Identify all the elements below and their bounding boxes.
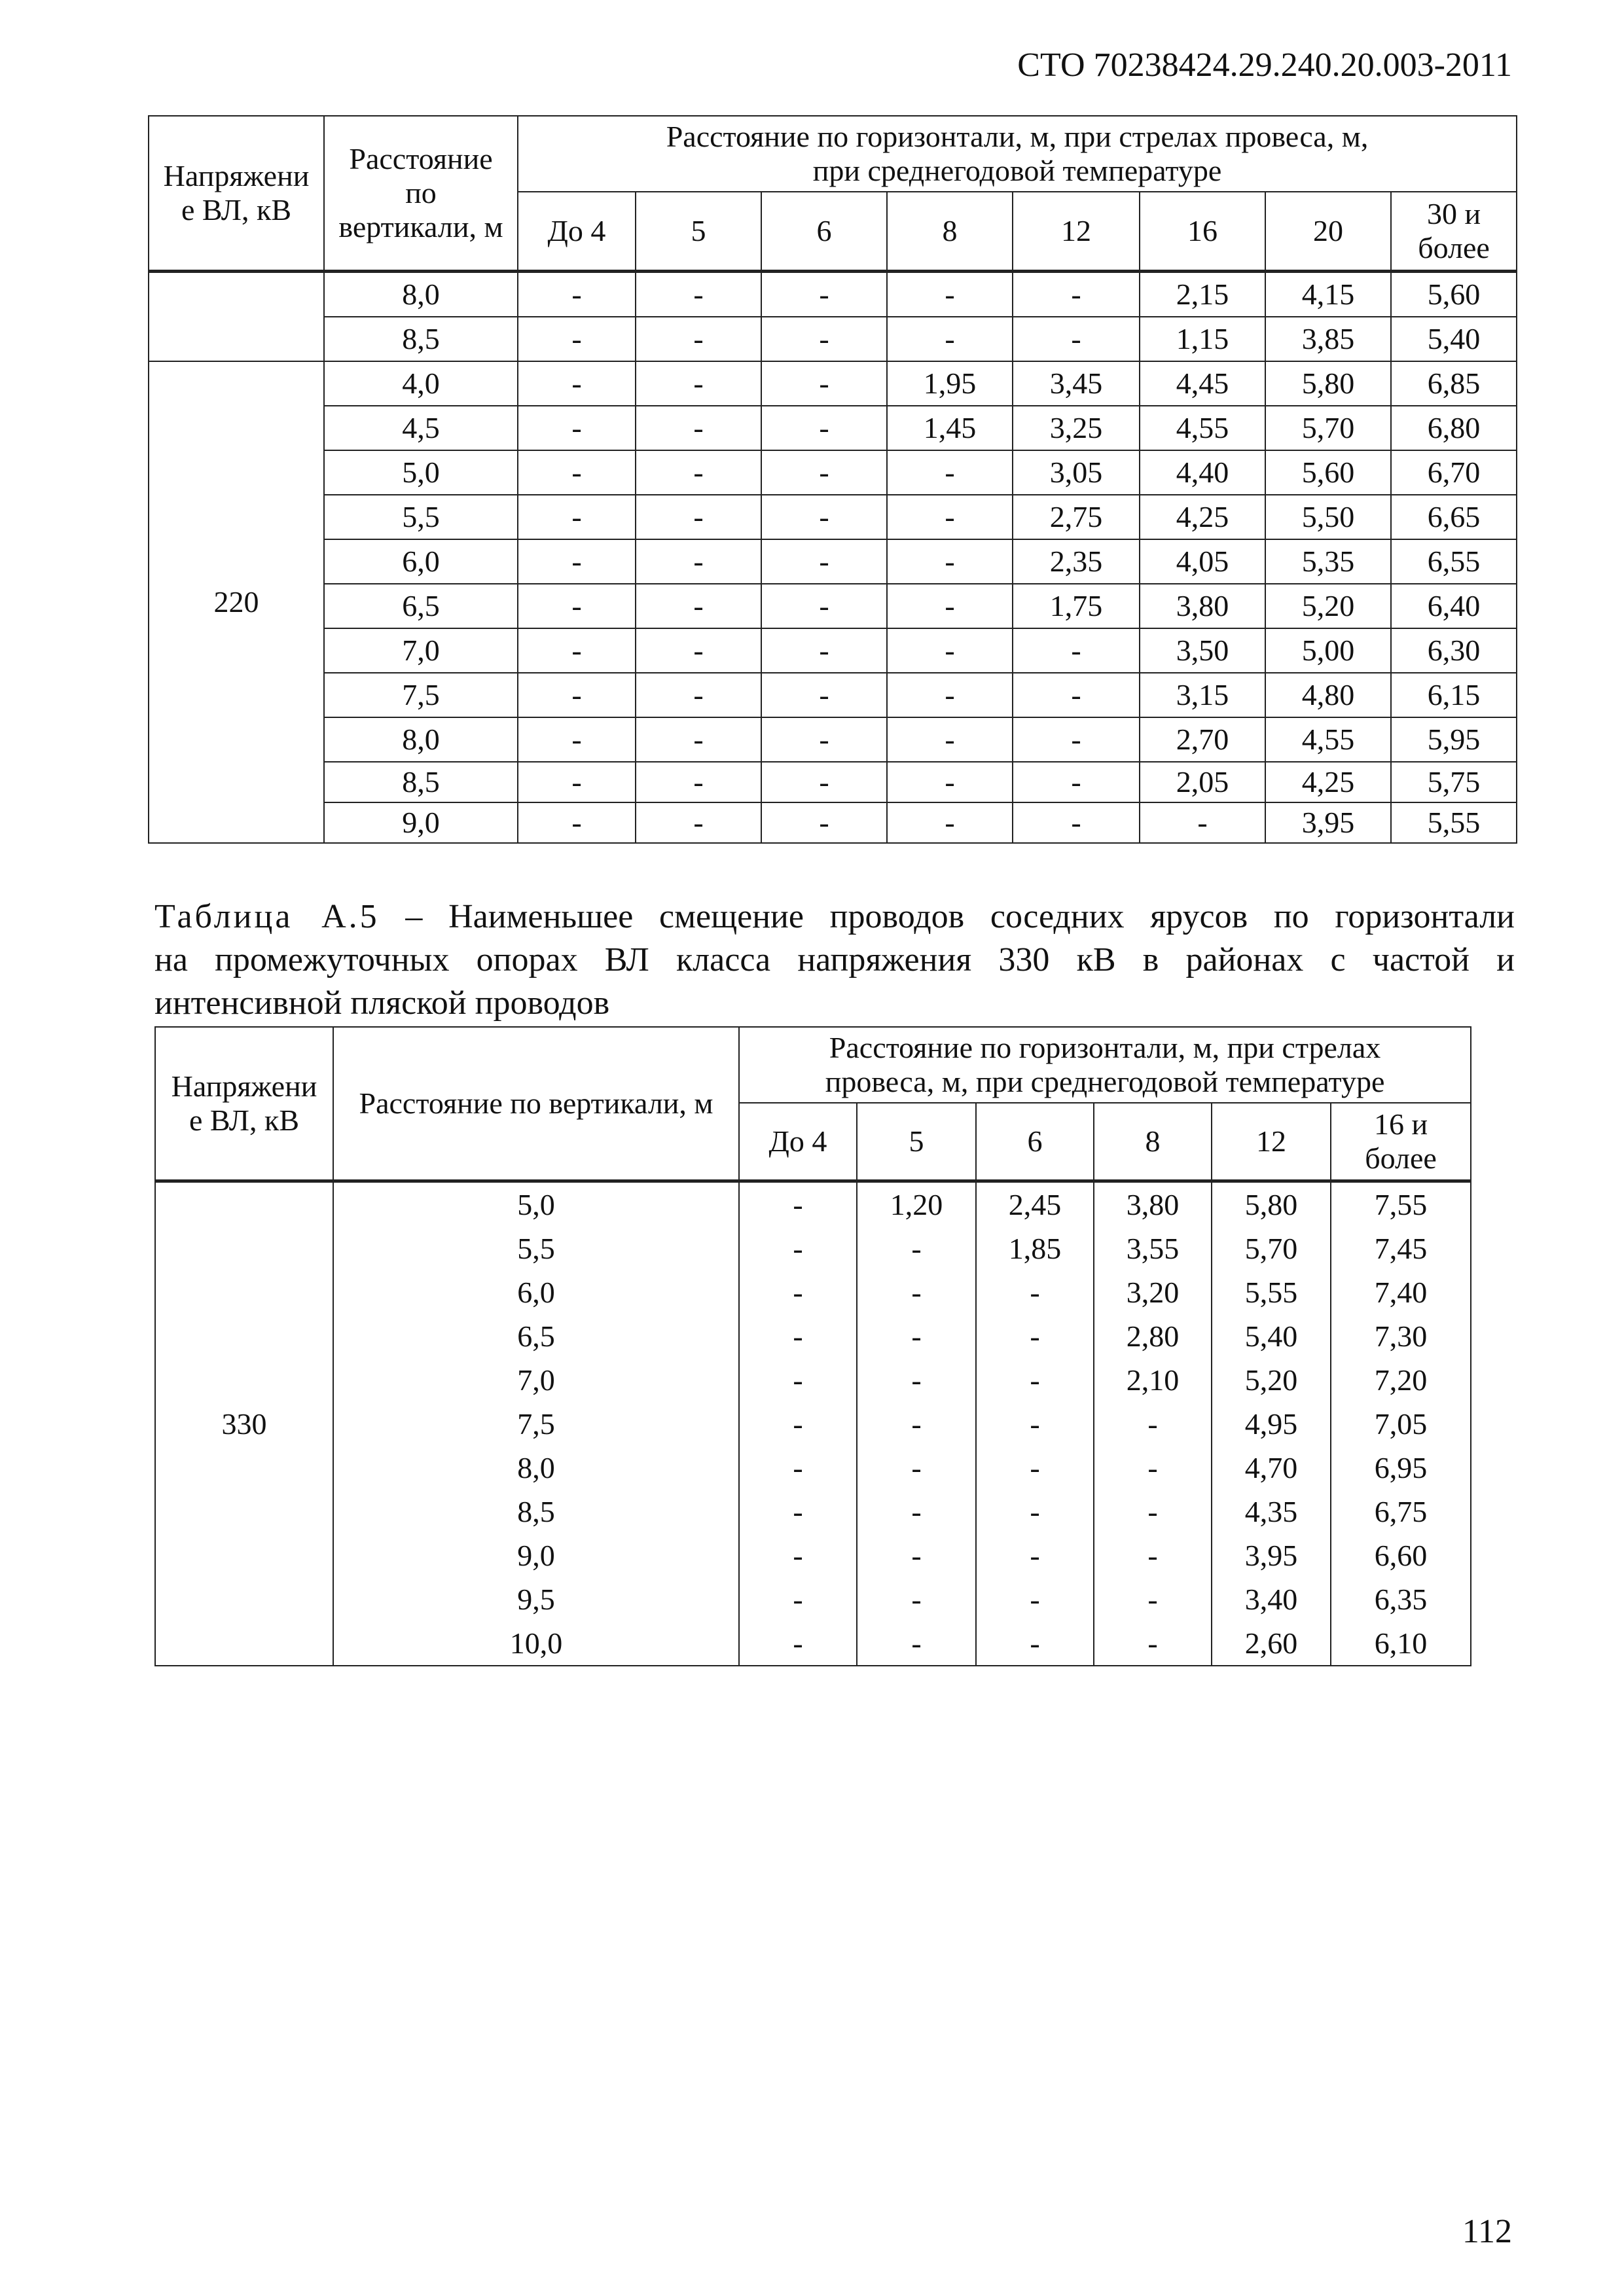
horizontal-distance-cell: 6,30 [1391,628,1517,673]
horizontal-distance-cell: 4,40 [1140,450,1265,495]
horizontal-distance-cell: 2,35 [1013,539,1140,584]
horizontal-distance-cell: - [887,539,1013,584]
horizontal-distance-cell: 4,55 [1140,406,1265,450]
sag-column-header: 30 и более [1391,192,1517,272]
table-row [149,802,1517,843]
horizontal-distance-cell: 7,45 [1331,1227,1471,1270]
horizontal-distance-cell: - [761,406,887,450]
horizontal-distance-cell: - [739,1314,857,1358]
horizontal-distance-cell: 2,80 [1094,1314,1212,1358]
table-row [149,673,1517,717]
horizontal-distance-cell: 4,25 [1140,495,1265,539]
vertical-distance-cell: 8,0 [333,1446,739,1490]
horizontal-distance-cell: - [518,272,636,317]
horizontal-distance-cell: 5,80 [1212,1181,1331,1227]
vertical-distance-cell: 7,5 [324,673,518,717]
horizontal-distance-cell: - [739,1490,857,1534]
horizontal-distance-cell: - [739,1446,857,1490]
horizontal-distance-cell: 3,20 [1094,1270,1212,1314]
horizontal-distance-cell: 5,60 [1391,272,1517,317]
horizontal-distance-cell: - [518,361,636,406]
horizontal-distance-cell: 1,15 [1140,317,1265,361]
horizontal-distance-cell: - [761,495,887,539]
horizontal-distance-cell: - [518,317,636,361]
horizontal-distance-cell: - [1013,317,1140,361]
horizontal-distance-cell: 3,40 [1212,1577,1331,1621]
sag-column-header: 16 и более [1331,1103,1471,1181]
horizontal-distance-cell: 3,25 [1013,406,1140,450]
horizontal-distance-cell: 2,70 [1140,717,1265,762]
horizontal-distance-cell: 2,45 [976,1181,1094,1227]
table-row [149,539,1517,584]
vertical-distance-cell: 9,0 [333,1534,739,1577]
horizontal-distance-cell: 4,95 [1212,1402,1331,1446]
horizontal-distance-cell: - [636,584,761,628]
sag-column-header: 16 [1140,192,1265,272]
horizontal-distance-cell: - [761,717,887,762]
horizontal-distance-cell: 7,20 [1331,1358,1471,1402]
horizontal-distance-cell: - [761,317,887,361]
horizontal-distance-cell: - [976,1270,1094,1314]
horizontal-distance-cell: 6,80 [1391,406,1517,450]
horizontal-distance-cell: - [976,1621,1094,1666]
table-row [155,1270,1471,1314]
sag-column-header: 8 [1094,1103,1212,1181]
horizontal-distance-cell: 1,75 [1013,584,1140,628]
horizontal-distance-cell: - [976,1577,1094,1621]
horizontal-distance-cell: 6,15 [1391,673,1517,717]
table-row [149,495,1517,539]
horizontal-distance-cell: - [739,1358,857,1402]
horizontal-distance-cell: - [518,450,636,495]
horizontal-distance-cell: - [518,495,636,539]
horizontal-distance-cell: - [857,1402,976,1446]
horizontal-distance-cell: 7,40 [1331,1270,1471,1314]
horizontal-distance-cell: - [739,1621,857,1666]
horizontal-distance-cell: 7,55 [1331,1181,1471,1227]
vertical-distance-cell: 4,5 [324,406,518,450]
table-row [149,317,1517,361]
horizontal-distance-cell: - [1094,1534,1212,1577]
sag-column-header: До 4 [518,192,636,272]
horizontal-distance-cell: 5,40 [1212,1314,1331,1358]
horizontal-distance-cell: 3,80 [1140,584,1265,628]
vertical-distance-header: Расстояние по вертикали, м [333,1027,739,1181]
horizontal-distance-cell: 4,15 [1265,272,1391,317]
horizontal-distance-cell: 3,95 [1212,1534,1331,1577]
horizontal-distance-cell: - [976,1358,1094,1402]
caption-line-1: – Наименьшее смещение проводов соседних ярусов по горизонтали [379,898,1515,935]
horizontal-distance-cell: - [739,1534,857,1577]
horizontal-distance-cell: 3,45 [1013,361,1140,406]
table-row [149,628,1517,673]
horizontal-distance-cell: - [1013,762,1140,802]
horizontal-distance-cell: 4,80 [1265,673,1391,717]
horizontal-distance-cell: 4,35 [1212,1490,1331,1534]
horizontal-distance-cell: - [518,802,636,843]
horizontal-distance-cell: - [761,802,887,843]
voltage-cell: 330 [155,1181,333,1666]
caption-line-2: на промежуточных опорах ВЛ класса напряжения 330 кВ в районах с частой и [154,941,1515,978]
horizontal-distance-cell: - [976,1490,1094,1534]
horizontal-distance-cell: 5,80 [1265,361,1391,406]
horizontal-distance-cell: - [857,1621,976,1666]
horizontal-distance-cell: - [976,1534,1094,1577]
horizontal-distance-cell: - [739,1270,857,1314]
horizontal-distance-cell: - [1013,272,1140,317]
horizontal-distance-cell: - [761,450,887,495]
horizontal-distance-cell: 5,60 [1265,450,1391,495]
horizontal-distance-cell: 4,55 [1265,717,1391,762]
horizontal-distance-cell: - [636,628,761,673]
horizontal-distance-cell: - [518,584,636,628]
horizontal-distance-cell: 2,60 [1212,1621,1331,1666]
horizontal-distance-cell: - [857,1227,976,1270]
sag-column-header: 12 [1212,1103,1331,1181]
horizontal-distance-cell: 1,20 [857,1181,976,1227]
horizontal-distance-cell: - [739,1402,857,1446]
horizontal-distance-cell: - [887,450,1013,495]
horizontal-distance-cell: - [1013,717,1140,762]
horizontal-distance-cell: - [1094,1490,1212,1534]
vertical-distance-cell: 9,5 [333,1577,739,1621]
table-row [155,1577,1471,1621]
horizontal-distance-cell: - [761,673,887,717]
horizontal-distance-cell: - [518,762,636,802]
horizontal-distance-cell: 5,20 [1212,1358,1331,1402]
horizontal-distance-cell: 4,45 [1140,361,1265,406]
horizontal-distance-cell: - [636,361,761,406]
horizontal-distance-cell: 7,30 [1331,1314,1471,1358]
horizontal-distance-cell: 5,70 [1265,406,1391,450]
horizontal-distance-cell: 2,15 [1140,272,1265,317]
horizontal-distance-cell: - [887,628,1013,673]
sag-column-header: 6 [761,192,887,272]
table-row [155,1181,1471,1227]
table-row [149,361,1517,406]
table-row [155,1358,1471,1402]
table-row [155,1621,1471,1666]
vertical-distance-cell: 5,5 [333,1227,739,1270]
horizontal-distance-cell: - [636,539,761,584]
vertical-distance-header: Расстояние по вертикали, м [324,116,518,272]
horizontal-distance-cell: 1,85 [976,1227,1094,1270]
horizontal-distance-cell: - [761,584,887,628]
horizontal-distance-cell: - [636,317,761,361]
horizontal-distance-cell: - [761,361,887,406]
horizontal-distance-cell: - [857,1358,976,1402]
horizontal-distance-cell: 5,40 [1391,317,1517,361]
horizontal-distance-cell: - [739,1577,857,1621]
vertical-distance-cell: 6,5 [324,584,518,628]
table-row [149,406,1517,450]
horizontal-distance-cell: - [857,1446,976,1490]
voltage-header: Напряжени е ВЛ, кВ [149,116,324,272]
horizontal-distance-cell: - [887,762,1013,802]
horizontal-distance-cell: 6,10 [1331,1621,1471,1666]
horizontal-distance-cell: - [1094,1577,1212,1621]
horizontal-distance-cell: 4,05 [1140,539,1265,584]
horizontal-distance-cell: 6,70 [1391,450,1517,495]
horizontal-distance-cell: - [518,539,636,584]
table-row [149,272,1517,317]
vertical-distance-cell: 8,0 [324,272,518,317]
horizontal-distance-cell: - [1094,1402,1212,1446]
horizontal-distance-cell: - [518,717,636,762]
table-row [149,762,1517,802]
table-row [155,1402,1471,1446]
vertical-distance-cell: 7,0 [333,1358,739,1402]
table-row [155,1446,1471,1490]
horizontal-distance-cell: - [887,802,1013,843]
vertical-distance-cell: 4,0 [324,361,518,406]
horizontal-distance-cell: - [887,717,1013,762]
sag-column-header: 8 [887,192,1013,272]
horizontal-distance-cell: - [976,1402,1094,1446]
horizontal-distance-cell: 5,35 [1265,539,1391,584]
horizontal-distance-cell: 1,95 [887,361,1013,406]
horizontal-distance-cell: 5,00 [1265,628,1391,673]
horizontal-distance-cell: 6,65 [1391,495,1517,539]
horizontal-distance-cell: 3,85 [1265,317,1391,361]
horizontal-distance-cell: - [887,495,1013,539]
horizontal-distance-cell: 6,60 [1331,1534,1471,1577]
horizontal-distance-cell: 1,45 [887,406,1013,450]
horizontal-distance-cell: 5,95 [1391,717,1517,762]
horizontal-distance-cell: - [761,762,887,802]
vertical-distance-cell: 7,5 [333,1402,739,1446]
vertical-distance-cell: 8,5 [333,1490,739,1534]
voltage-header: Напряжени е ВЛ, кВ [155,1027,333,1181]
table-row [155,1314,1471,1358]
horizontal-distance-cell: 5,75 [1391,762,1517,802]
horizontal-distance-cell: 6,85 [1391,361,1517,406]
horizontal-distance-cell: 6,35 [1331,1577,1471,1621]
horizontal-distance-cell: - [636,406,761,450]
horizontal-distance-cell: 5,55 [1391,802,1517,843]
sag-column-header: 20 [1265,192,1391,272]
sag-column-header: 5 [857,1103,976,1181]
horizontal-distance-cell: - [887,584,1013,628]
horizontal-distance-cell: - [1094,1621,1212,1666]
horizontal-distance-cell: - [1140,802,1265,843]
horizontal-distance-cell: - [636,717,761,762]
vertical-distance-cell: 8,5 [324,317,518,361]
horizontal-distance-cell: - [857,1314,976,1358]
horizontal-distance-cell: - [636,673,761,717]
caption-line-3: интенсивной пляской проводов [154,984,610,1022]
table-row [149,717,1517,762]
table-row [155,1490,1471,1534]
table-a5-caption [154,895,1515,1025]
horizontal-distance-group-header: Расстояние по горизонтали, м, при стрелах провеса, м, при среднегодовой температуре [518,116,1517,192]
document-code: СТО 70238424.29.240.20.003-2011 [1017,46,1512,84]
horizontal-distance-cell: 7,05 [1331,1402,1471,1446]
horizontal-distance-group-header: Расстояние по горизонтали, м, при стрелах провеса, м, при среднегодовой температуре [739,1027,1471,1103]
vertical-distance-cell: 8,5 [324,762,518,802]
vertical-distance-cell: 6,5 [333,1314,739,1358]
vertical-distance-cell: 6,0 [324,539,518,584]
horizontal-distance-cell: - [636,450,761,495]
horizontal-distance-cell: - [857,1490,976,1534]
table-row [155,1534,1471,1577]
horizontal-distance-cell: 3,95 [1265,802,1391,843]
horizontal-distance-cell: - [636,272,761,317]
horizontal-distance-cell: 5,20 [1265,584,1391,628]
vertical-distance-cell: 9,0 [324,802,518,843]
horizontal-distance-cell: 2,10 [1094,1358,1212,1402]
horizontal-distance-cell: 3,50 [1140,628,1265,673]
table-a5-label: Таблица А.5 [154,898,380,935]
horizontal-distance-cell: 4,70 [1212,1446,1331,1490]
voltage-cell-continued [149,272,324,362]
horizontal-distance-cell: 3,05 [1013,450,1140,495]
sag-column-header: 6 [976,1103,1094,1181]
horizontal-distance-cell: 6,55 [1391,539,1517,584]
sag-column-header: 12 [1013,192,1140,272]
table-a4-continued [148,115,1517,844]
horizontal-distance-cell: 6,75 [1331,1490,1471,1534]
table-row [155,1227,1471,1270]
vertical-distance-cell: 5,0 [333,1181,739,1227]
horizontal-distance-cell: - [887,673,1013,717]
table-a5 [154,1026,1471,1666]
horizontal-distance-cell: 6,40 [1391,584,1517,628]
vertical-distance-cell: 10,0 [333,1621,739,1666]
sag-column-header: 5 [636,192,761,272]
horizontal-distance-cell: 3,80 [1094,1181,1212,1227]
sag-column-header: До 4 [739,1103,857,1181]
vertical-distance-cell: 5,0 [324,450,518,495]
vertical-distance-cell: 7,0 [324,628,518,673]
horizontal-distance-cell: - [887,317,1013,361]
horizontal-distance-cell: 2,75 [1013,495,1140,539]
horizontal-distance-cell: - [1013,628,1140,673]
horizontal-distance-cell: - [761,539,887,584]
horizontal-distance-cell: - [1013,802,1140,843]
horizontal-distance-cell: 3,15 [1140,673,1265,717]
horizontal-distance-cell: - [636,802,761,843]
vertical-distance-cell: 5,5 [324,495,518,539]
horizontal-distance-cell: - [761,628,887,673]
horizontal-distance-cell: 6,95 [1331,1446,1471,1490]
horizontal-distance-cell: - [887,272,1013,317]
horizontal-distance-cell: - [857,1577,976,1621]
vertical-distance-cell: 8,0 [324,717,518,762]
horizontal-distance-cell: 4,25 [1265,762,1391,802]
horizontal-distance-cell: 5,55 [1212,1270,1331,1314]
table-row [149,450,1517,495]
horizontal-distance-cell: - [976,1314,1094,1358]
horizontal-distance-cell: - [636,762,761,802]
vertical-distance-cell: 6,0 [333,1270,739,1314]
voltage-cell: 220 [149,361,324,843]
horizontal-distance-cell: - [761,272,887,317]
horizontal-distance-cell: - [976,1446,1094,1490]
horizontal-distance-cell: - [518,673,636,717]
horizontal-distance-cell: - [518,406,636,450]
horizontal-distance-cell: 3,55 [1094,1227,1212,1270]
horizontal-distance-cell: - [636,495,761,539]
horizontal-distance-cell: 5,70 [1212,1227,1331,1270]
horizontal-distance-cell: 2,05 [1140,762,1265,802]
horizontal-distance-cell: - [1094,1446,1212,1490]
table-row [149,584,1517,628]
horizontal-distance-cell: 5,50 [1265,495,1391,539]
horizontal-distance-cell: - [857,1534,976,1577]
horizontal-distance-cell: - [739,1181,857,1227]
page-number: 112 [1462,2213,1512,2250]
horizontal-distance-cell: - [1013,673,1140,717]
horizontal-distance-cell: - [518,628,636,673]
horizontal-distance-cell: - [739,1227,857,1270]
horizontal-distance-cell: - [857,1270,976,1314]
